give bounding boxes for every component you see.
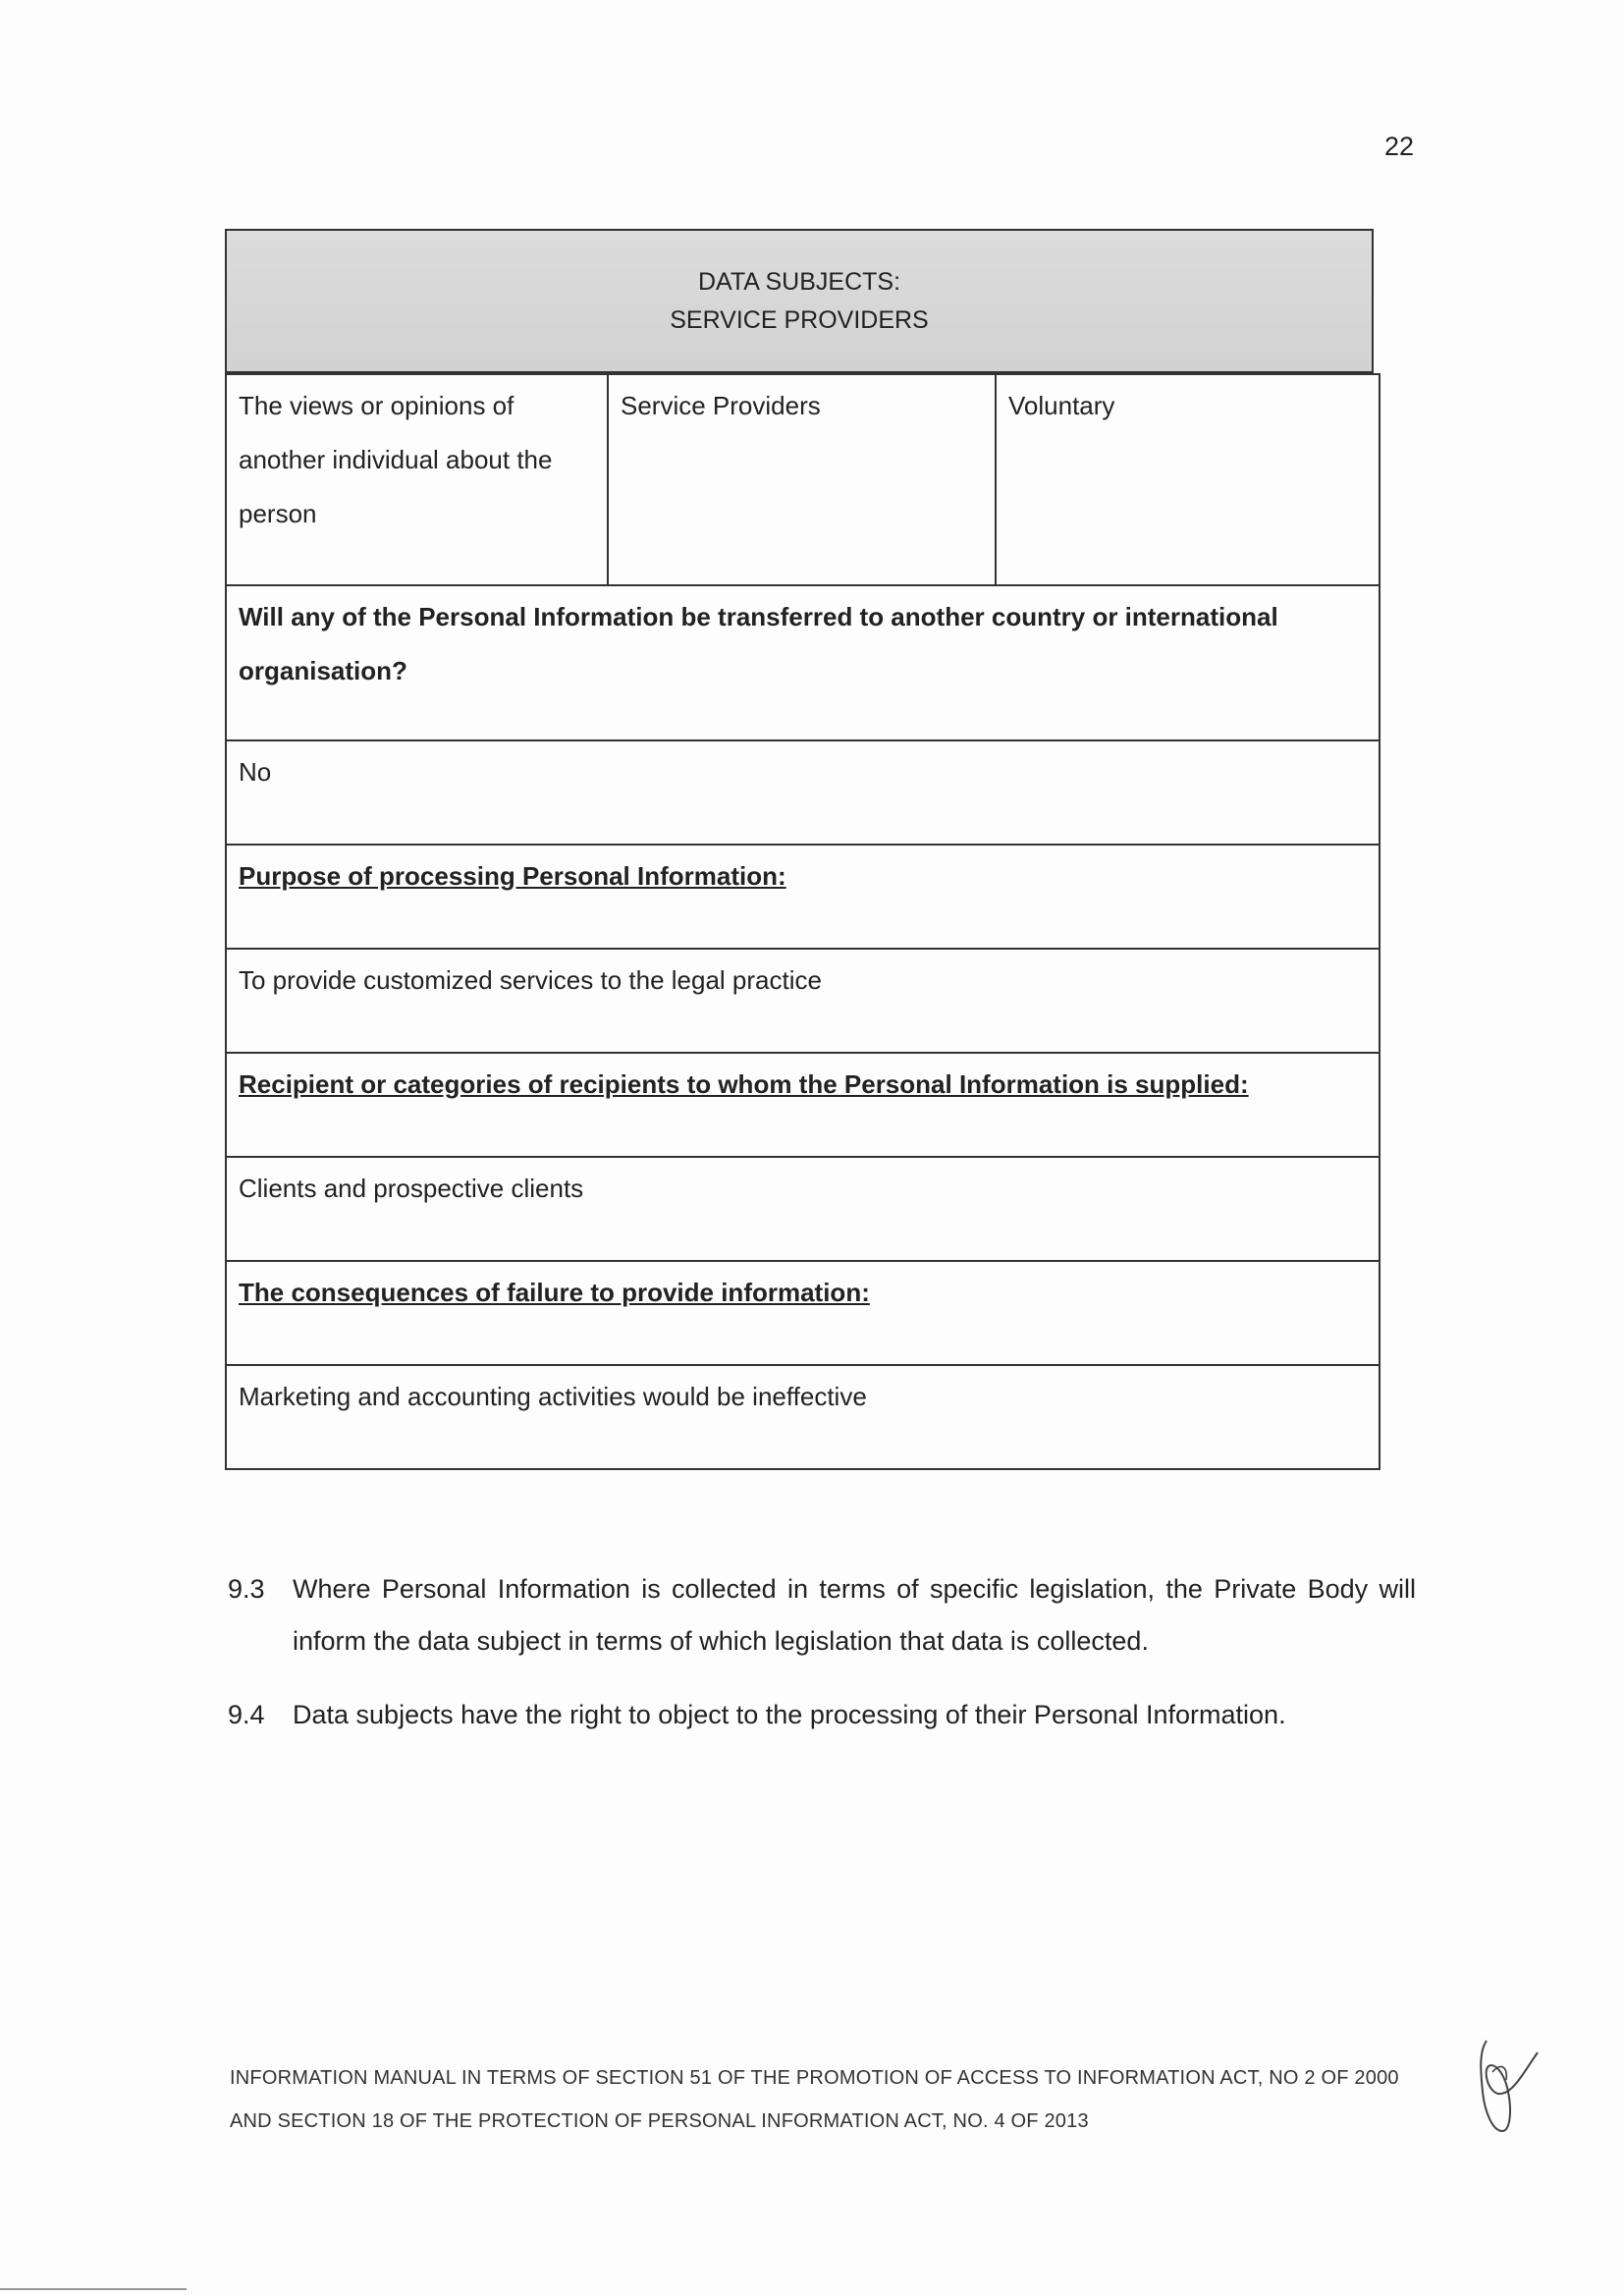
table-header: [225, 229, 1374, 373]
recipient-value: Clients and prospective clients: [226, 1157, 1380, 1261]
section-number: 9.4: [228, 1700, 265, 1729]
initials-signature: [1473, 2033, 1542, 2141]
scan-artifact-line: [0, 2288, 187, 2290]
information-category-cell: The views or opinions of another individual about the person: [226, 374, 608, 585]
page-number: 22: [1383, 132, 1414, 161]
data-subject-cell: Service Providers: [608, 374, 996, 585]
transfer-question: Will any of the Personal Information be transferred to another country or international organisation?: [226, 585, 1380, 740]
table-row: [226, 1157, 1380, 1261]
footer-line: INFORMATION MANUAL IN TERMS OF SECTION 51 OF THE PROMOTION OF ACCESS TO INFORMATION ACT, NO 2 OF 2000: [230, 2067, 1399, 2089]
purpose-value: To provide customized services to the legal practice: [226, 949, 1380, 1053]
section-9-4: [228, 1689, 1416, 1741]
table-header-title: DATA SUBJECTS:: [697, 267, 901, 296]
table-row: [226, 1261, 1380, 1365]
table-row: [226, 585, 1380, 740]
table-row: [226, 845, 1380, 949]
consequences-value: Marketing and accounting activities would be ineffective: [226, 1365, 1380, 1469]
section-9-3: [228, 1563, 1416, 1667]
page-footer: [230, 2056, 1428, 2143]
personal-information-table: [225, 373, 1380, 1470]
table-row: [226, 740, 1380, 845]
table-row: [226, 1365, 1380, 1469]
footer-line: AND SECTION 18 OF THE PROTECTION OF PERSONAL INFORMATION ACT, NO. 4 OF 2013: [230, 2110, 1089, 2132]
section-text: Where Personal Information is collected in terms of specific legislation, the Private Body will inform the data subject in terms of which legislation that data is collected.: [293, 1574, 1416, 1656]
table-row: [226, 949, 1380, 1053]
table-row: [226, 1053, 1380, 1157]
consequences-label: The consequences of failure to provide information:: [226, 1261, 1380, 1365]
data-subjects-table: [225, 229, 1379, 1470]
mandatory-voluntary-cell: Voluntary: [996, 374, 1380, 585]
purpose-label: Purpose of processing Personal Information:: [226, 845, 1380, 949]
transfer-answer: No: [226, 740, 1380, 845]
section-number: 9.3: [228, 1574, 265, 1604]
table-row: [226, 374, 1380, 585]
table-header-subtitle: SERVICE PROVIDERS: [670, 305, 929, 334]
recipient-label: Recipient or categories of recipients to whom the Personal Information is supplied:: [226, 1053, 1380, 1157]
section-text: Data subjects have the right to object to the processing of their Personal Information.: [293, 1700, 1286, 1729]
